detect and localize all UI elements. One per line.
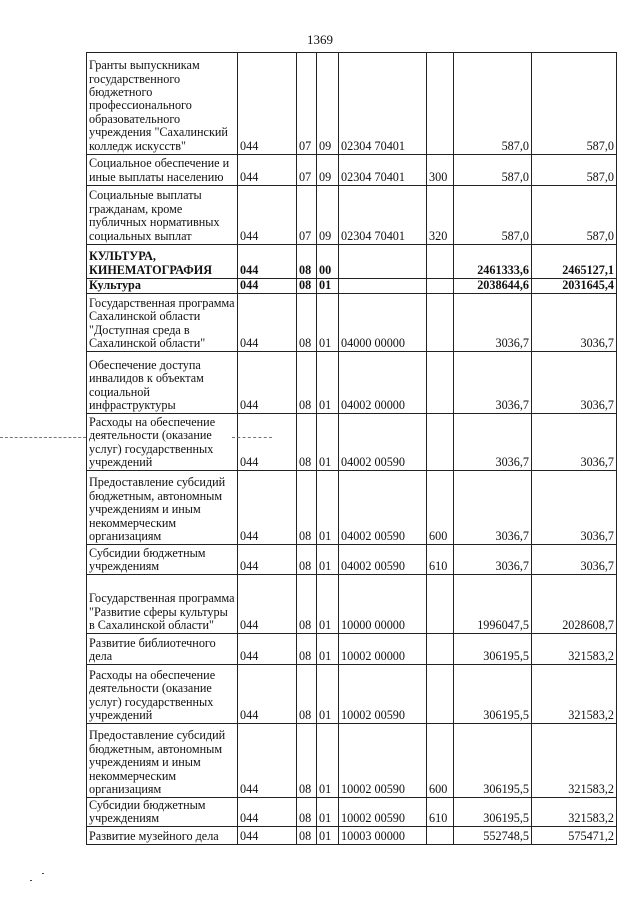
cell-sum-year-1: 587,0 [454, 53, 532, 155]
cell-target-article: 04000 00000 [339, 294, 427, 352]
cell-target-article: 10003 00000 [339, 827, 427, 845]
table-row [87, 827, 617, 845]
cell-razdel: 07 [297, 53, 317, 155]
cell-razdel: 07 [297, 155, 317, 186]
cell-sum-year-2: 3036,7 [532, 352, 617, 414]
cell-target-article: 02304 70401 [339, 186, 427, 245]
table-row [87, 155, 617, 186]
cell-razdel: 08 [297, 665, 317, 724]
cell-vedomstvo: 044 [238, 294, 297, 352]
table-row [87, 575, 617, 634]
cell-name: Социальные выплаты гражданам, кроме публичных нормативных социальных выплат [87, 186, 238, 245]
scan-artifact-line [0, 437, 86, 438]
scan-speck [42, 873, 44, 874]
table-row [87, 186, 617, 245]
cell-vedomstvo: 044 [238, 245, 297, 279]
cell-expense-type [427, 245, 454, 279]
cell-podrazdel: 01 [317, 352, 339, 414]
cell-sum-year-2: 321583,2 [532, 724, 617, 798]
cell-name: Государственная программа "Развитие сферы культуры в Сахалинской области" [87, 575, 238, 634]
cell-name: Гранты выпускникам государственного бюджетного профессионального образовательного учреждения "Сахалинский колледж искусств" [87, 53, 238, 155]
cell-target-article: 10002 00590 [339, 798, 427, 827]
cell-podrazdel: 09 [317, 53, 339, 155]
cell-razdel: 08 [297, 352, 317, 414]
cell-sum-year-2: 2465127,1 [532, 245, 617, 279]
cell-expense-type: 320 [427, 186, 454, 245]
cell-sum-year-1: 306195,5 [454, 798, 532, 827]
cell-expense-type [427, 279, 454, 294]
cell-podrazdel: 01 [317, 724, 339, 798]
cell-vedomstvo: 044 [238, 186, 297, 245]
cell-podrazdel: 01 [317, 665, 339, 724]
cell-name: Социальное обеспечение и иные выплаты населению [87, 155, 238, 186]
cell-sum-year-1: 3036,7 [454, 352, 532, 414]
cell-vedomstvo: 044 [238, 155, 297, 186]
cell-podrazdel: 01 [317, 545, 339, 575]
cell-expense-type: 300 [427, 155, 454, 186]
cell-razdel: 08 [297, 634, 317, 665]
cell-expense-type: 600 [427, 471, 454, 545]
cell-razdel: 08 [297, 414, 317, 471]
cell-vedomstvo: 044 [238, 53, 297, 155]
cell-sum-year-2: 321583,2 [532, 798, 617, 827]
cell-expense-type: 600 [427, 724, 454, 798]
cell-vedomstvo: 044 [238, 827, 297, 845]
cell-sum-year-1: 3036,7 [454, 545, 532, 575]
cell-expense-type: 610 [427, 545, 454, 575]
cell-target-article: 04002 00590 [339, 471, 427, 545]
cell-razdel: 08 [297, 798, 317, 827]
cell-sum-year-2: 587,0 [532, 155, 617, 186]
table-row [87, 352, 617, 414]
cell-razdel: 08 [297, 471, 317, 545]
table-row [87, 665, 617, 724]
cell-podrazdel: 01 [317, 279, 339, 294]
cell-name: КУЛЬТУРА, КИНЕМАТОГРАФИЯ [87, 245, 238, 279]
cell-sum-year-2: 3036,7 [532, 414, 617, 471]
table-row [87, 279, 617, 294]
cell-name: Культура [87, 279, 238, 294]
table-row [87, 545, 617, 575]
cell-vedomstvo: 044 [238, 545, 297, 575]
cell-target-article: 10000 00000 [339, 575, 427, 634]
table-row [87, 245, 617, 279]
cell-vedomstvo: 044 [238, 665, 297, 724]
cell-expense-type: 610 [427, 798, 454, 827]
cell-razdel: 07 [297, 186, 317, 245]
cell-target-article: 04002 00000 [339, 352, 427, 414]
cell-target-article: 10002 00590 [339, 665, 427, 724]
cell-sum-year-1: 1996047,5 [454, 575, 532, 634]
cell-expense-type [427, 634, 454, 665]
cell-vedomstvo: 044 [238, 414, 297, 471]
cell-podrazdel: 01 [317, 471, 339, 545]
cell-target-article: 02304 70401 [339, 155, 427, 186]
cell-podrazdel: 01 [317, 414, 339, 471]
cell-sum-year-2: 587,0 [532, 53, 617, 155]
cell-name: Расходы на обеспечение деятельности (оказание услуг) государственных учреждений [87, 414, 238, 471]
cell-razdel: 08 [297, 724, 317, 798]
cell-sum-year-2: 3036,7 [532, 471, 617, 545]
cell-sum-year-2: 575471,2 [532, 827, 617, 845]
table-row [87, 471, 617, 545]
cell-expense-type [427, 575, 454, 634]
table-row [87, 294, 617, 352]
cell-razdel: 08 [297, 279, 317, 294]
cell-sum-year-1: 306195,5 [454, 724, 532, 798]
cell-sum-year-1: 306195,5 [454, 665, 532, 724]
cell-razdel: 08 [297, 245, 317, 279]
cell-podrazdel: 01 [317, 634, 339, 665]
cell-sum-year-1: 2038644,6 [454, 279, 532, 294]
cell-target-article: 04002 00590 [339, 545, 427, 575]
budget-table [86, 52, 617, 845]
cell-expense-type [427, 53, 454, 155]
cell-podrazdel: 09 [317, 186, 339, 245]
page-number: 1369 [307, 32, 333, 47]
cell-target-article: 10002 00000 [339, 634, 427, 665]
cell-podrazdel: 01 [317, 294, 339, 352]
cell-sum-year-2: 321583,2 [532, 634, 617, 665]
cell-sum-year-1: 552748,5 [454, 827, 532, 845]
cell-sum-year-1: 306195,5 [454, 634, 532, 665]
cell-razdel: 08 [297, 545, 317, 575]
cell-expense-type [427, 294, 454, 352]
cell-sum-year-1: 3036,7 [454, 414, 532, 471]
cell-name: Субсидии бюджетным учреждениям [87, 798, 238, 827]
cell-vedomstvo: 044 [238, 634, 297, 665]
cell-sum-year-2: 587,0 [532, 186, 617, 245]
cell-target-article [339, 279, 427, 294]
cell-sum-year-2: 2031645,4 [532, 279, 617, 294]
cell-podrazdel: 09 [317, 155, 339, 186]
table-row [87, 724, 617, 798]
cell-target-article: 10002 00590 [339, 724, 427, 798]
table-row [87, 414, 617, 471]
cell-name: Развитие музейного дела [87, 827, 238, 845]
cell-expense-type [427, 414, 454, 471]
cell-name: Государственная программа Сахалинской области "Доступная среда в Сахалинской области" [87, 294, 238, 352]
cell-expense-type [427, 665, 454, 724]
cell-vedomstvo: 044 [238, 352, 297, 414]
cell-expense-type [427, 827, 454, 845]
cell-podrazdel: 01 [317, 798, 339, 827]
cell-razdel: 08 [297, 575, 317, 634]
cell-sum-year-1: 587,0 [454, 155, 532, 186]
cell-vedomstvo: 044 [238, 724, 297, 798]
scan-artifact-line [232, 437, 272, 438]
cell-podrazdel: 01 [317, 575, 339, 634]
cell-vedomstvo: 044 [238, 798, 297, 827]
table-row [87, 798, 617, 827]
cell-name: Расходы на обеспечение деятельности (оказание услуг) государственных учреждений [87, 665, 238, 724]
cell-razdel: 08 [297, 294, 317, 352]
cell-sum-year-1: 3036,7 [454, 471, 532, 545]
cell-name: Развитие библиотечного дела [87, 634, 238, 665]
cell-sum-year-1: 2461333,6 [454, 245, 532, 279]
cell-razdel: 08 [297, 827, 317, 845]
scan-speck [30, 880, 32, 881]
cell-sum-year-2: 2028608,7 [532, 575, 617, 634]
cell-sum-year-1: 587,0 [454, 186, 532, 245]
cell-name: Предоставление субсидий бюджетным, автономным учреждениям и иным некоммерческим организациям [87, 724, 238, 798]
cell-expense-type [427, 352, 454, 414]
cell-vedomstvo: 044 [238, 575, 297, 634]
cell-vedomstvo: 044 [238, 279, 297, 294]
table-row [87, 634, 617, 665]
cell-podrazdel: 00 [317, 245, 339, 279]
cell-name: Обеспечение доступа инвалидов к объектам социальной инфраструктуры [87, 352, 238, 414]
table-row [87, 53, 617, 155]
cell-sum-year-2: 321583,2 [532, 665, 617, 724]
cell-sum-year-2: 3036,7 [532, 545, 617, 575]
cell-name: Субсидии бюджетным учреждениям [87, 545, 238, 575]
cell-target-article [339, 245, 427, 279]
cell-target-article: 02304 70401 [339, 53, 427, 155]
cell-sum-year-2: 3036,7 [532, 294, 617, 352]
cell-podrazdel: 01 [317, 827, 339, 845]
cell-vedomstvo: 044 [238, 471, 297, 545]
cell-sum-year-1: 3036,7 [454, 294, 532, 352]
cell-name: Предоставление субсидий бюджетным, автономным учреждениям и иным некоммерческим организациям [87, 471, 238, 545]
cell-target-article: 04002 00590 [339, 414, 427, 471]
